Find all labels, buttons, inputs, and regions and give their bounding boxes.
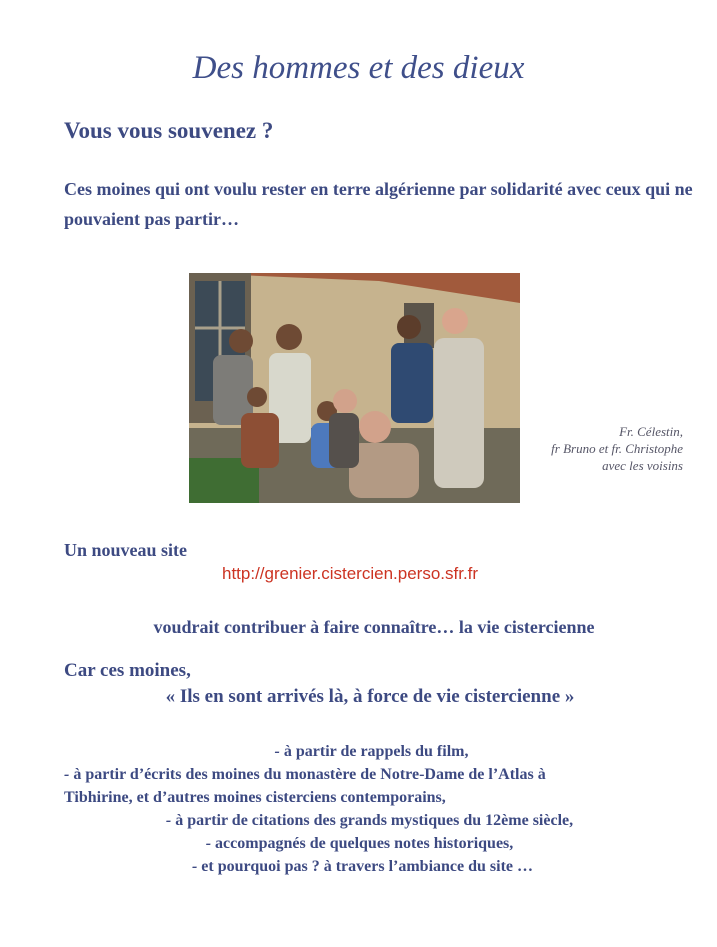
list-item: - à partir d’écrits des moines du monastère de Notre-Dame de l’Atlas à — [64, 766, 546, 783]
list-item-continuation: Tibhirine, et d’autres moines cisterciens contemporains, — [64, 789, 446, 806]
section-heading-new-site: Un nouveau site — [64, 540, 188, 560]
site-url-link[interactable]: http://grenier.cistercien.perso.sfr.fr — [222, 564, 479, 583]
group-photo — [189, 273, 520, 503]
photo-caption — [551, 423, 683, 474]
subtitle: Vous vous souvenez ? — [64, 118, 274, 143]
intro-paragraph: Ces moines qui ont voulu rester en terre algérienne par solidarité avec ceux qui ne pouvaient pas partir… — [64, 179, 693, 229]
list-item: - et pourquoi pas ? à travers l’ambiance du site … — [191, 858, 534, 875]
photo-illustration — [189, 273, 520, 503]
contribute-text: voudrait contribuer à faire connaître… la vie cistercienne — [153, 617, 595, 637]
list-item: - à partir de citations des grands mystiques du 12ème siècle, — [165, 812, 574, 829]
monks-quote: « Ils en sont arrivés là, à force de vie cistercienne » — [165, 686, 575, 707]
list-item: - accompagnés de quelques notes historiques, — [205, 835, 514, 852]
list-item: - à partir de rappels du film, — [274, 743, 469, 760]
monks-intro: Car ces moines, — [64, 660, 191, 681]
page-title: Des hommes et des dieux — [192, 50, 525, 86]
bullet-list — [0, 740, 717, 878]
caption-line: avec les voisins — [602, 458, 683, 473]
caption-line: Fr. Célestin, — [619, 424, 683, 439]
caption-line: fr Bruno et fr. Christophe — [551, 441, 683, 456]
